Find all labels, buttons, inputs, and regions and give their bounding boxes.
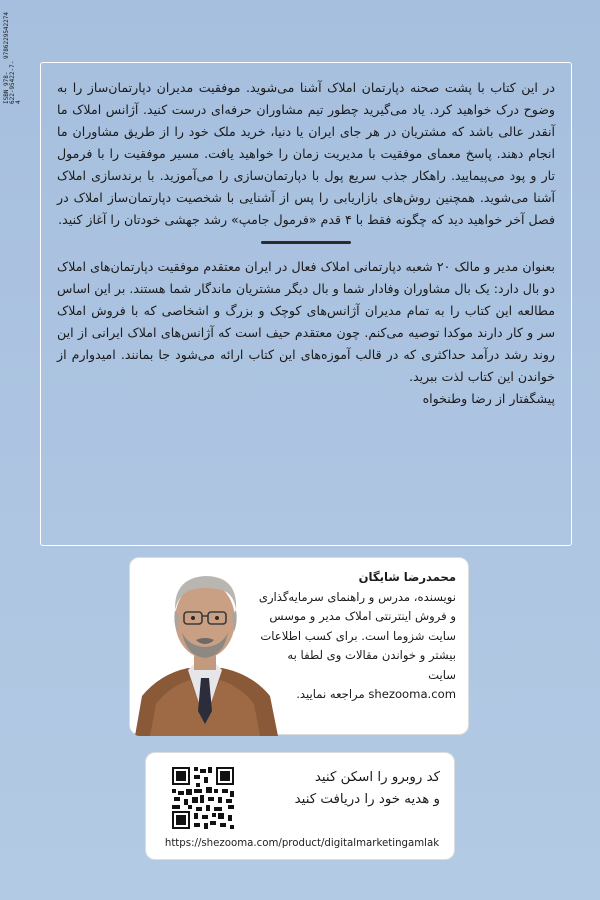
foreword-paragraph: بعنوان مدیر و مالک ۲۰ شعبه دپارتمانی املاک فعال در ایران معتقدم موفقیت دپارتمان‌های املاک دو بال دارد: یک بال مشاوران وفادار شما و بال دیگر مشتریان ماندگار شما هستند. بر این اساس مطالعه این کتاب را به تمام مدیران آژانس‌های کوچک و بزرگ و اشخاصی که با فروش املاک سر و کار دارند موکدا توصیه می‌کنم. چون معتقدم حیف است که آژانس‌های املاک ایرانی از این روند رشد درآمد حداکثری که در قالب آموزه‌های این کتاب ارائه می‌شود جا بمانند. امیدوارم از خواندن این کتاب لذت ببرید. <box>57 259 555 384</box>
author-card <box>129 557 469 735</box>
foreword-signature: پیشگفتار از رضا وطنخواه <box>422 391 555 406</box>
author-website-line <box>256 685 456 705</box>
qr-line-1: کد روبرو را اسکن کنید <box>314 770 440 785</box>
section-divider <box>261 241 351 244</box>
qr-line-2: و هدیه خود را دریافت کنید <box>294 792 440 807</box>
author-bio <box>256 568 456 705</box>
qr-url[interactable]: https://shezooma.com/product/digitalmarketingamlak <box>164 838 440 849</box>
barcode-number: 9786229542274 <box>3 12 10 59</box>
author-website[interactable]: shezooma.com <box>368 687 456 701</box>
barcode <box>3 12 22 104</box>
author-name: محمدرضا شایگان <box>358 570 456 584</box>
description-box <box>40 62 572 546</box>
author-website-suffix: مراجعه نمایید. <box>296 687 365 701</box>
isbn-text: ISBN 978-622-95422-7-4 <box>3 60 22 104</box>
qr-code-icon[interactable] <box>170 765 236 831</box>
qr-instructions <box>240 767 440 811</box>
qr-card <box>145 752 455 860</box>
author-description: نویسنده، مدرس و راهنمای سرمایه‌گذاری و فروش اینترنتی املاک مدیر و موسس سایت شزوما است. برای کسب اطلاعات بیشتر و خواندن مقالات وی لطفا به سایت <box>258 589 456 682</box>
intro-paragraph: در این کتاب با پشت صحنه دپارتمان املاک آشنا می‌شوید. موفقیت مدیران دپارتمان‌ساز را به وضوح درک خواهید کرد. یاد می‌گیرید چطور تیم مشاوران حرفه‌ای درست کنید. آژانس املاک ما آنقدر عالی باشد که مشتریان در هر جای ایران یا دنیا، خرید ملک خود را از طریق مشاوران ما انجام دهند. پاسخ معمای موفقیت با مدیریت زمان را خواهید یافت. مسیر موفقیت را با فرمول تار و پود می‌پیمایید. راهکار جذب سریع پول با دپارتمان‌سازی را می‌آموزید. با برندسازی املاک آشنا می‌شوید. همچنین روش‌های بازاریابی را پس از آشنایی با شخصیت دپارتمان‌ساز املاک در فصل آخر خواهید دید که چگونه فقط با ۴ قدم «فرمول جامپ» رشد جهشی خودتان را آغاز کنید. <box>57 80 555 227</box>
